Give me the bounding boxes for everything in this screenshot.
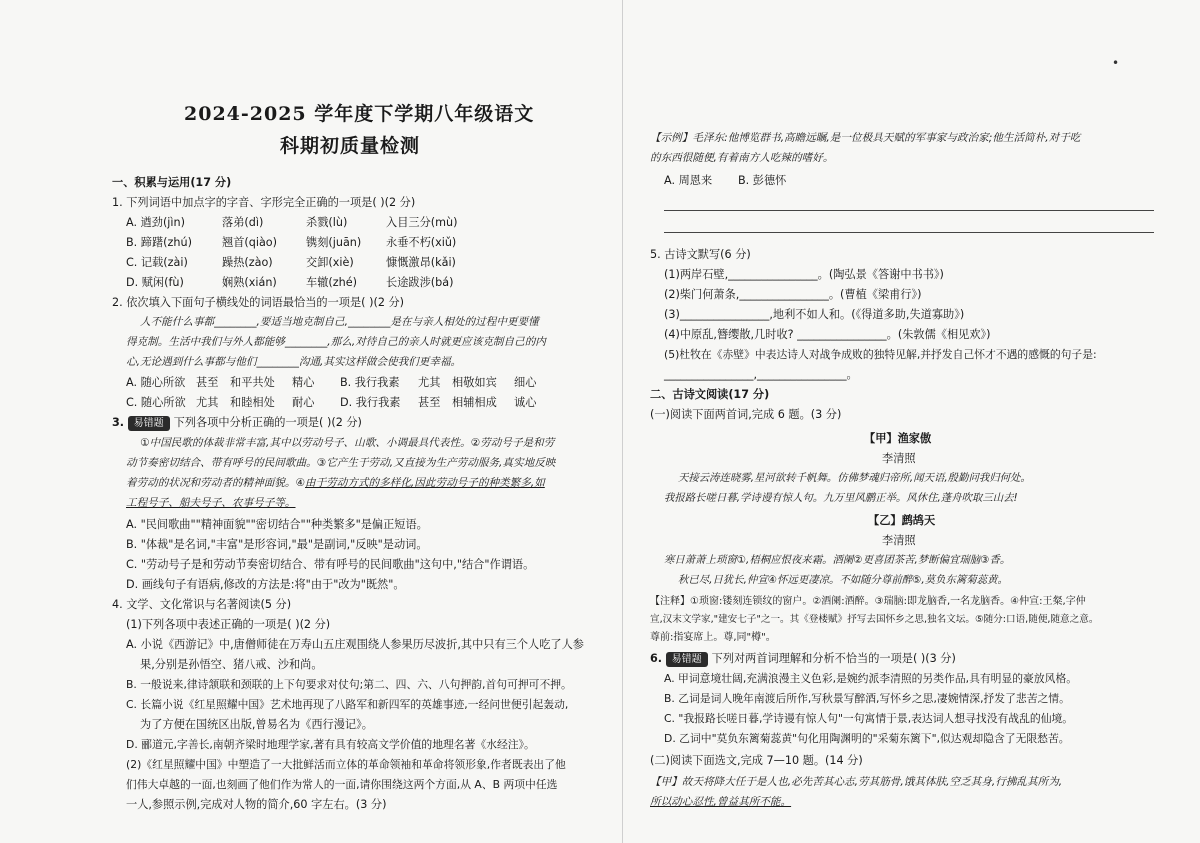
q5-stem: 5. 古诗文默写(6 分): [650, 248, 751, 261]
part-2-heading: (二)阅读下面选文,完成 7—10 题。(14 分): [650, 754, 863, 767]
q6-option-b: B. 乙词是词人晚年南渡后所作,写秋景写醉酒,写怀乡之思,凄婉情深,抒发了悲苦之情。: [664, 692, 1070, 705]
q2-stem: 2. 依次填入下面句子横线处的词语最恰当的一项是( )(2 分): [112, 296, 405, 309]
example-line2: 的东西很随便,有着南方人吃辣的嗜好。: [650, 152, 834, 164]
answer-line-1[interactable]: [664, 210, 1154, 211]
q5-5-blanks: ________________,________________。: [664, 368, 858, 381]
q3-error-badge: 易错题: [128, 416, 170, 431]
q1-row-b: B. 蹄躇(zhú) 翘首(qiào) 镌刻(juān) 永垂不朽(xiǔ): [126, 236, 457, 249]
passage-jia-line2: 所以动心忍性,曾益其所不能。: [650, 796, 792, 808]
section-2-heading: 二、古诗文阅读(17 分): [650, 388, 770, 401]
poem1-line2: 我报路长嗟日暮,学诗谩有惊人句。九万里风鹏正举。风休住,蓬舟吹取三山去!: [664, 492, 1018, 504]
q4-stem: 4. 文学、文化常识与名著阅读(5 分): [112, 598, 292, 611]
scan-speck: •: [1112, 56, 1120, 70]
q5-4: (4)中原乱,簪缨散,几时收? ________________。(朱敦儒《相见欢》): [664, 328, 991, 341]
q4-option-c-2: 为了方便在国统区出版,曾易名为《西行漫记》。: [140, 718, 373, 731]
q2-options-row2: C. 随心所欲 尤其 和睦相处 耐心 D. 我行我素 甚至 相辅相成 诚心: [126, 396, 537, 409]
notes-line1: 【注释】①琐窗:镂刻连锁纹的窗户。②酒阑:酒醉。③瑞脑:即龙脑香,一名龙脑香。④仲宣:王粲,字仲: [650, 596, 1086, 607]
q4-option-a-2: 果,分别是孙悟空、猪八戒、沙和尚。: [140, 658, 323, 671]
q5-1: (1)两岸石壁,________________。(陶弘景《答谢中书书》): [664, 268, 944, 281]
q6-option-a: A. 甲词意境壮阔,充满浪漫主义色彩,是婉约派李清照的另类作品,具有明显的豪放风格。: [664, 672, 1078, 685]
part-1-heading: (一)阅读下面两首词,完成 6 题。(3 分): [650, 408, 842, 421]
q2-options-row1: A. 随心所欲 甚至 和平共处 精心 B. 我行我素 尤其 相敬如宾 细心: [126, 376, 537, 389]
poem2-author: 李清照: [882, 534, 916, 547]
poem1-line1: 天接云涛连晓雾,星河欲转千帆舞。仿佛梦魂归帝所,闻天语,殷勤问我归何处。: [678, 472, 1031, 484]
q3-passage-3: 着劳动的状况和劳动者的精神面貌。④由于劳动方式的多样化,因此劳动号子的种类繁多,如: [126, 477, 545, 489]
example-line1: 【示例】毛泽东:他博览群书,高瞻远瞩,是一位极具天赋的军事家与政治家;他生活简朴,对于吃: [650, 132, 1081, 144]
q4-option-a-1: A. 小说《西游记》中,唐僧师徒在万寿山五庄观围绕人参果历尽波折,其中只有三个人吃了人参: [126, 638, 584, 651]
q3-passage-1: ①中国民歌的体裁非常丰富,其中以劳动号子、山歌、小调最具代表性。②劳动号子是和劳: [140, 437, 555, 449]
poem1-author: 李清照: [882, 452, 916, 465]
q3-passage-4: 工程号子、船夫号子、农事号子等。: [126, 497, 296, 509]
q4-option-d: D. 郦道元,字善长,南朝齐梁时地理学家,著有具有较高文学价值的地理名著《水经注》。: [126, 738, 535, 751]
q6-error-badge: 易错题: [666, 652, 708, 667]
q6-option-c: C. "我报路长嗟日暮,学诗谩有惊人句"一句寓情于景,表达词人想寻找没有战乱的仙境。: [664, 712, 1074, 725]
column-divider: [622, 0, 623, 843]
poem2-line2: 秋已尽,日犹长,仲宣④怀远更凄凉。不如随分尊前醉⑤,莫负东篱菊蕊黄。: [678, 574, 1008, 586]
q4-option-b: B. 一般说来,律诗颔联和颈联的上下句要求对仗句;第二、四、六、八句押韵,首句可押可不押。: [126, 678, 572, 691]
q4-1-stem: (1)下列各项中表述正确的一项是( )(2 分): [126, 618, 331, 631]
q5-2: (2)柴门何萧条,________________。(曹植《梁甫行》): [664, 288, 922, 301]
notes-line3: 尊前:指宴席上。尊,同"樽"。: [650, 632, 776, 643]
q3-passage-2: 动节奏密切结合、带有呼号的民间歌曲。③它产生于劳动,又直接为生产劳动服务,真实地反映: [126, 457, 556, 469]
answer-line-2[interactable]: [664, 232, 1154, 233]
example-options: A. 周恩来 B. 彭德怀: [664, 174, 787, 187]
q6-option-d: D. 乙词中"莫负东篱菊蕊黄"句化用陶渊明的"采菊东篱下",似达观却隐含了无限愁苦。: [664, 732, 1070, 745]
passage-jia-line1: 【甲】故天将降大任于是人也,必先苦其心志,劳其筋骨,饿其体肤,空乏其身,行拂乱其所为,: [650, 776, 1063, 788]
title-line2: 科期初质量检测: [280, 135, 421, 157]
q1-row-a: A. 遒劲(jìn) 落弟(dì) 杀戮(lù) 入目三分(mù): [126, 216, 458, 229]
poem2-title: 【乙】鹧鸪天: [868, 514, 936, 527]
title-line1: 2024-2025 学年度下学期八年级语文: [184, 103, 535, 125]
poem2-line1: 寒日萧萧上琐窗①,梧桐应恨夜来霜。酒阑②更喜团茶苦,梦断偏宜瑞脑③香。: [664, 554, 1011, 566]
q2-passage-1: 人不能什么事都________,要适当地克制自己,________是在与亲人相处的过程中更要懂: [140, 316, 539, 328]
q4-2-line1: (2)《红星照耀中国》中塑造了一大批鲜活而立体的革命领袖和革命将领形象,作者既表出了他: [126, 758, 566, 771]
q5-5: (5)杜牧在《赤壁》中表达诗人对战争成败的独特见解,并抒发自己怀才不遇的感慨的句子是:: [664, 348, 1097, 361]
q3-option-b: B. "体裁"是名词,"丰富"是形容词,"最"是副词,"反映"是动词。: [126, 538, 428, 551]
q1-row-c: C. 记载(zài) 躁热(zào) 交卸(xiè) 慷慨激昂(kǎi): [126, 256, 456, 269]
q3-option-c: C. "劳动号子是和劳动节奏密切结合、带有呼号的民间歌曲"这句中,"结合"作谓语。: [126, 558, 535, 571]
q1-row-d: D. 赋闲(fù) 娴熟(xián) 车辙(zhé) 长途跋涉(bá): [126, 276, 454, 289]
q5-3: (3)________________,地利不如人和。(《得道多助,失道寡助》): [664, 308, 965, 321]
q4-option-c-1: C. 长篇小说《红星照耀中国》艺术地再现了八路军和新四军的英雄事迹,一经问世便引起轰动,: [126, 698, 569, 711]
notes-line2: 宣,汉末文学家,"建安七子"之一。其《登楼赋》抒写去国怀乡之思,独名文坛。⑤随分:口语,随便,随意之意。: [650, 614, 1099, 625]
q4-2-line3: 一人,参照示例,完成对人物的简介,60 字左右。(3 分): [126, 798, 387, 811]
q3-option-a: A. "民间歌曲""精神面貌""密切结合""种类繁多"是偏正短语。: [126, 518, 428, 531]
q1-stem: 1. 下列词语中加点字的字音、字形完全正确的一项是( )(2 分): [112, 196, 416, 209]
q3-option-d: D. 画线句子有语病,修改的方法是:将"由于"改为"既然"。: [126, 578, 405, 591]
q4-2-line2: 们伟大卓越的一面,也刻画了他们作为常人的一面,请你围绕这两个方面,从 A、B 两项中任选: [126, 778, 558, 791]
q2-passage-3: 心,无论遇到什么事都与他们________沟通,其实这样做会使我们更幸福。: [126, 356, 462, 368]
q2-passage-2: 得克制。生活中我们与外人都能够________,那么,对待自己的亲人时就更应该克制自己的内: [126, 336, 546, 348]
section-1-heading: 一、积累与运用(17 分): [112, 176, 232, 189]
q6-stem: 6. 易错题 下列对两首词理解和分析不恰当的一项是( )(3 分): [650, 652, 956, 665]
poem1-title: 【甲】渔家傲: [864, 432, 932, 445]
q3-stem: 3. 易错题 下列各项中分析正确的一项是( )(2 分): [112, 416, 362, 429]
